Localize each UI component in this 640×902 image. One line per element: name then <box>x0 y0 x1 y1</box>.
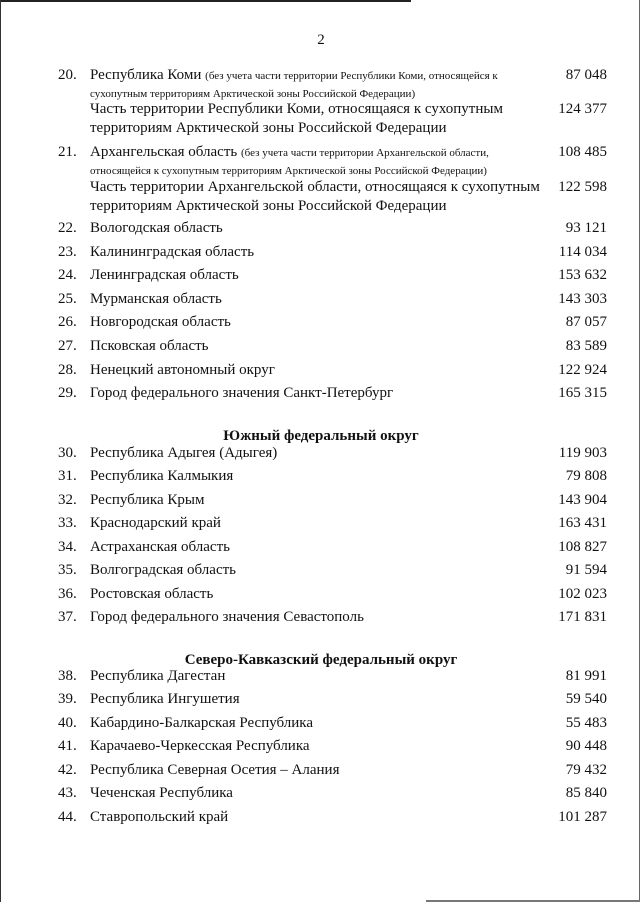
region-name: Ставропольский край <box>90 809 229 825</box>
region-name: Республика Калмыкия <box>90 468 234 484</box>
region-name: Республика Ингушетия <box>90 691 240 707</box>
row-number: 44. <box>58 809 77 825</box>
region-name: Республика Адыгея (Адыгея) <box>90 445 278 461</box>
region-name: Кабардино-Балкарская Республика <box>90 715 314 731</box>
region-value: 55 483 <box>565 715 607 731</box>
region-value: 83 589 <box>565 338 607 354</box>
row-number: 39. <box>58 691 77 707</box>
region-value: 79 808 <box>565 468 607 484</box>
region-name: Республика Дагестан <box>90 668 226 684</box>
section-heading-north-caucasian: Северо-Кавказский федеральный округ <box>184 652 458 668</box>
region-value: 101 287 <box>558 809 607 825</box>
region-value: 119 903 <box>558 445 607 461</box>
region-name: Калининградская область <box>90 244 255 260</box>
row-number: 37. <box>58 609 77 625</box>
region-name: Республика Крым <box>90 492 205 508</box>
row-number: 38. <box>58 668 77 684</box>
region-value: 87 048 <box>565 67 607 83</box>
section-heading-southern: Южный федеральный округ <box>223 428 419 444</box>
row-number: 26. <box>58 314 77 330</box>
region-name: Новгородская область <box>90 314 231 330</box>
region-name: Мурманская область <box>90 291 222 307</box>
region-name: Ростовская область <box>90 586 214 602</box>
row-number: 35. <box>58 562 77 578</box>
region-name: Город федерального значения Санкт-Петербург <box>90 385 394 401</box>
region-value: 108 827 <box>558 539 607 555</box>
row-number: 32. <box>58 492 77 508</box>
row-number: 27. <box>58 338 77 354</box>
region-name: Республика Коми (без учета части территории Республики Коми, относящейся к сухопутным территориям Арктической зоны Российской Федерации) <box>90 67 498 100</box>
region-note: (без учета части территории Республики Коми, относящейся к сухопутным территориям Арктической зоны Российской Федерации) <box>90 70 498 100</box>
row-number: 31. <box>58 468 77 484</box>
region-name: Карачаево-Черкесская Республика <box>90 738 310 754</box>
region-value: 81 991 <box>565 668 607 684</box>
scan-edge-top <box>1 0 411 2</box>
region-name: Астраханская область <box>90 539 230 555</box>
region-name: Псковская область <box>90 338 209 354</box>
region-name: Республика Северная Осетия – Алания <box>90 762 340 778</box>
region-value: 108 485 <box>558 144 607 160</box>
row-number: 36. <box>58 586 77 602</box>
region-value: 79 432 <box>565 762 607 778</box>
row-number: 30. <box>58 445 77 461</box>
region-value: 153 632 <box>558 267 607 283</box>
region-value: 59 540 <box>565 691 607 707</box>
region-value: 90 448 <box>565 738 607 754</box>
row-number: 34. <box>58 539 77 555</box>
row-number: 42. <box>58 762 77 778</box>
row-number: 43. <box>58 785 77 801</box>
region-name: Ленинградская область <box>90 267 239 283</box>
region-value: 122 598 <box>558 179 607 195</box>
row-number: 23. <box>58 244 77 260</box>
region-value: 143 303 <box>558 291 607 307</box>
region-name: Часть территории Республики Коми, относящаяся к сухопутным территориям Арктической зоны Российской Федерации <box>90 101 503 136</box>
row-number: 41. <box>58 738 77 754</box>
region-name: Краснодарский край <box>90 515 221 531</box>
region-value: 87 057 <box>565 314 607 330</box>
region-value: 124 377 <box>558 101 607 117</box>
region-note: (без учета части территории Архангельской области, относящейся к сухопутным территориям Арктической зоны Российской Федерации) <box>90 147 489 177</box>
region-value: 114 034 <box>558 244 607 260</box>
region-name: Чеченская Республика <box>90 785 233 801</box>
row-number: 29. <box>58 385 77 401</box>
region-name: Вологодская область <box>90 220 223 236</box>
row-number: 21. <box>58 144 77 160</box>
region-name: Часть территории Архангельской области, относящаяся к сухопутным территориям Арктической зоны Российской Федерации <box>90 179 540 214</box>
row-number: 33. <box>58 515 77 531</box>
region-name: Архангельская область (без учета части территории Архангельской области, относящейся к сухопутным территориям Арктической зоны Российской Федерации) <box>90 144 489 177</box>
region-name: Город федерального значения Севастополь <box>90 609 364 625</box>
region-value: 91 594 <box>565 562 607 578</box>
region-value: 85 840 <box>565 785 607 801</box>
row-number: 22. <box>58 220 77 236</box>
region-value: 163 431 <box>558 515 607 531</box>
row-number: 25. <box>58 291 77 307</box>
region-value: 93 121 <box>565 220 607 236</box>
region-value: 171 831 <box>558 609 607 625</box>
page-number: 2 <box>317 32 325 48</box>
row-number: 28. <box>58 362 77 378</box>
region-value: 165 315 <box>558 385 607 401</box>
region-value: 122 924 <box>558 362 607 378</box>
row-number: 24. <box>58 267 77 283</box>
region-value: 143 904 <box>558 492 607 508</box>
region-name: Ненецкий автономный округ <box>90 362 275 378</box>
region-name: Волгоградская область <box>90 562 236 578</box>
row-number: 20. <box>58 67 77 83</box>
region-value: 102 023 <box>558 586 607 602</box>
row-number: 40. <box>58 715 77 731</box>
